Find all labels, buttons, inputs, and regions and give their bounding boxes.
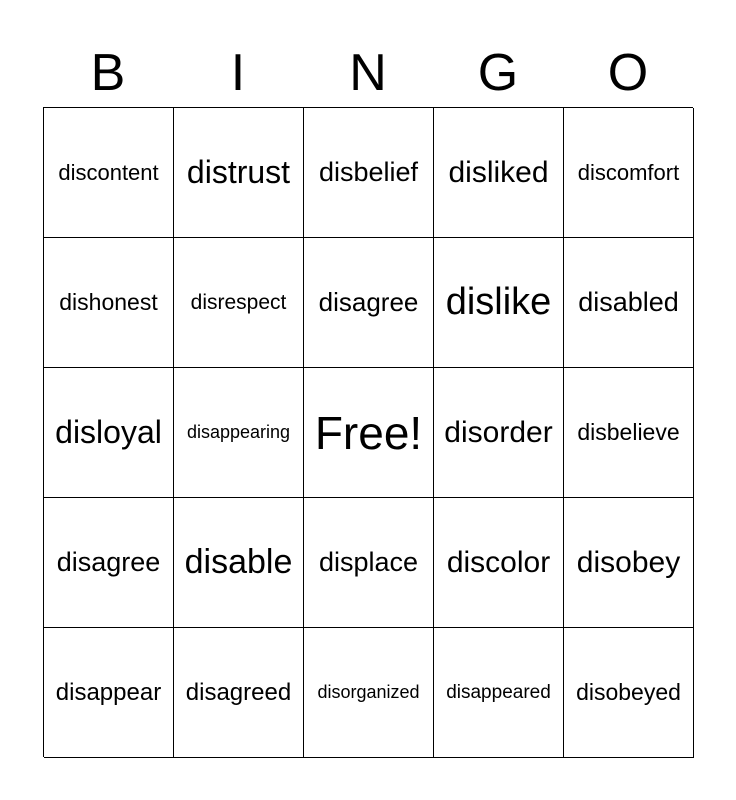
cell-word: disappear — [55, 678, 162, 706]
bingo-cell[interactable] — [44, 108, 174, 238]
bingo-cell[interactable] — [564, 108, 694, 238]
bingo-cell[interactable] — [434, 108, 564, 238]
cell-word: disagreed — [185, 678, 292, 706]
cell-word: disagree — [56, 547, 161, 577]
cell-word: disliked — [448, 155, 549, 189]
cell-word: discontent — [58, 159, 159, 185]
bingo-cell[interactable] — [44, 368, 174, 498]
bingo-cell[interactable] — [174, 108, 304, 238]
bingo-cell[interactable] — [44, 498, 174, 628]
header-letter-o: O — [607, 44, 649, 102]
cell-word: disbelief — [318, 157, 419, 187]
header-letter-i: I — [230, 44, 246, 102]
cell-word: disloyal — [55, 414, 162, 450]
cell-word: discomfort — [577, 159, 680, 185]
cell-word: disappearing — [186, 422, 291, 442]
bingo-grid — [43, 107, 693, 757]
cell-word: dishonest — [59, 289, 158, 315]
bingo-cell[interactable] — [564, 238, 694, 368]
bingo-cell[interactable] — [174, 238, 304, 368]
cell-word: disorder — [444, 415, 553, 449]
bingo-cell[interactable] — [304, 238, 434, 368]
cell-word: disrespect — [190, 290, 287, 314]
cell-word: disorganized — [317, 682, 420, 702]
cell-word: disable — [184, 543, 293, 581]
cell-word: Free! — [314, 406, 423, 459]
bingo-cell[interactable] — [44, 628, 174, 758]
bingo-cell[interactable] — [564, 498, 694, 628]
bingo-cell[interactable] — [434, 498, 564, 628]
bingo-cell[interactable] — [304, 108, 434, 238]
bingo-cell[interactable] — [434, 238, 564, 368]
bingo-cell[interactable] — [304, 628, 434, 758]
bingo-cell[interactable] — [174, 368, 304, 498]
cell-word: displace — [318, 547, 419, 577]
bingo-cell[interactable] — [564, 628, 694, 758]
cell-word: discolor — [446, 545, 551, 579]
cell-word: disobey — [576, 545, 681, 579]
bingo-cell[interactable] — [564, 368, 694, 498]
cell-word: dislike — [445, 281, 552, 323]
bingo-header — [43, 42, 693, 104]
cell-word: disbelieve — [577, 419, 680, 445]
cell-word: disagree — [318, 287, 419, 317]
bingo-cell[interactable] — [174, 498, 304, 628]
cell-word: disabled — [578, 287, 679, 317]
bingo-cell[interactable] — [434, 368, 564, 498]
cell-word: disobeyed — [576, 679, 681, 705]
header-letter-n: N — [349, 44, 387, 102]
header-letter-g: G — [477, 44, 519, 102]
bingo-cell[interactable] — [174, 628, 304, 758]
cell-word: disappeared — [446, 681, 551, 703]
bingo-cell[interactable] — [304, 498, 434, 628]
cell-word: distrust — [186, 154, 291, 190]
bingo-cell[interactable] — [44, 238, 174, 368]
free-space-cell[interactable] — [304, 368, 434, 498]
header-letter-b: B — [90, 44, 126, 102]
bingo-cell[interactable] — [434, 628, 564, 758]
